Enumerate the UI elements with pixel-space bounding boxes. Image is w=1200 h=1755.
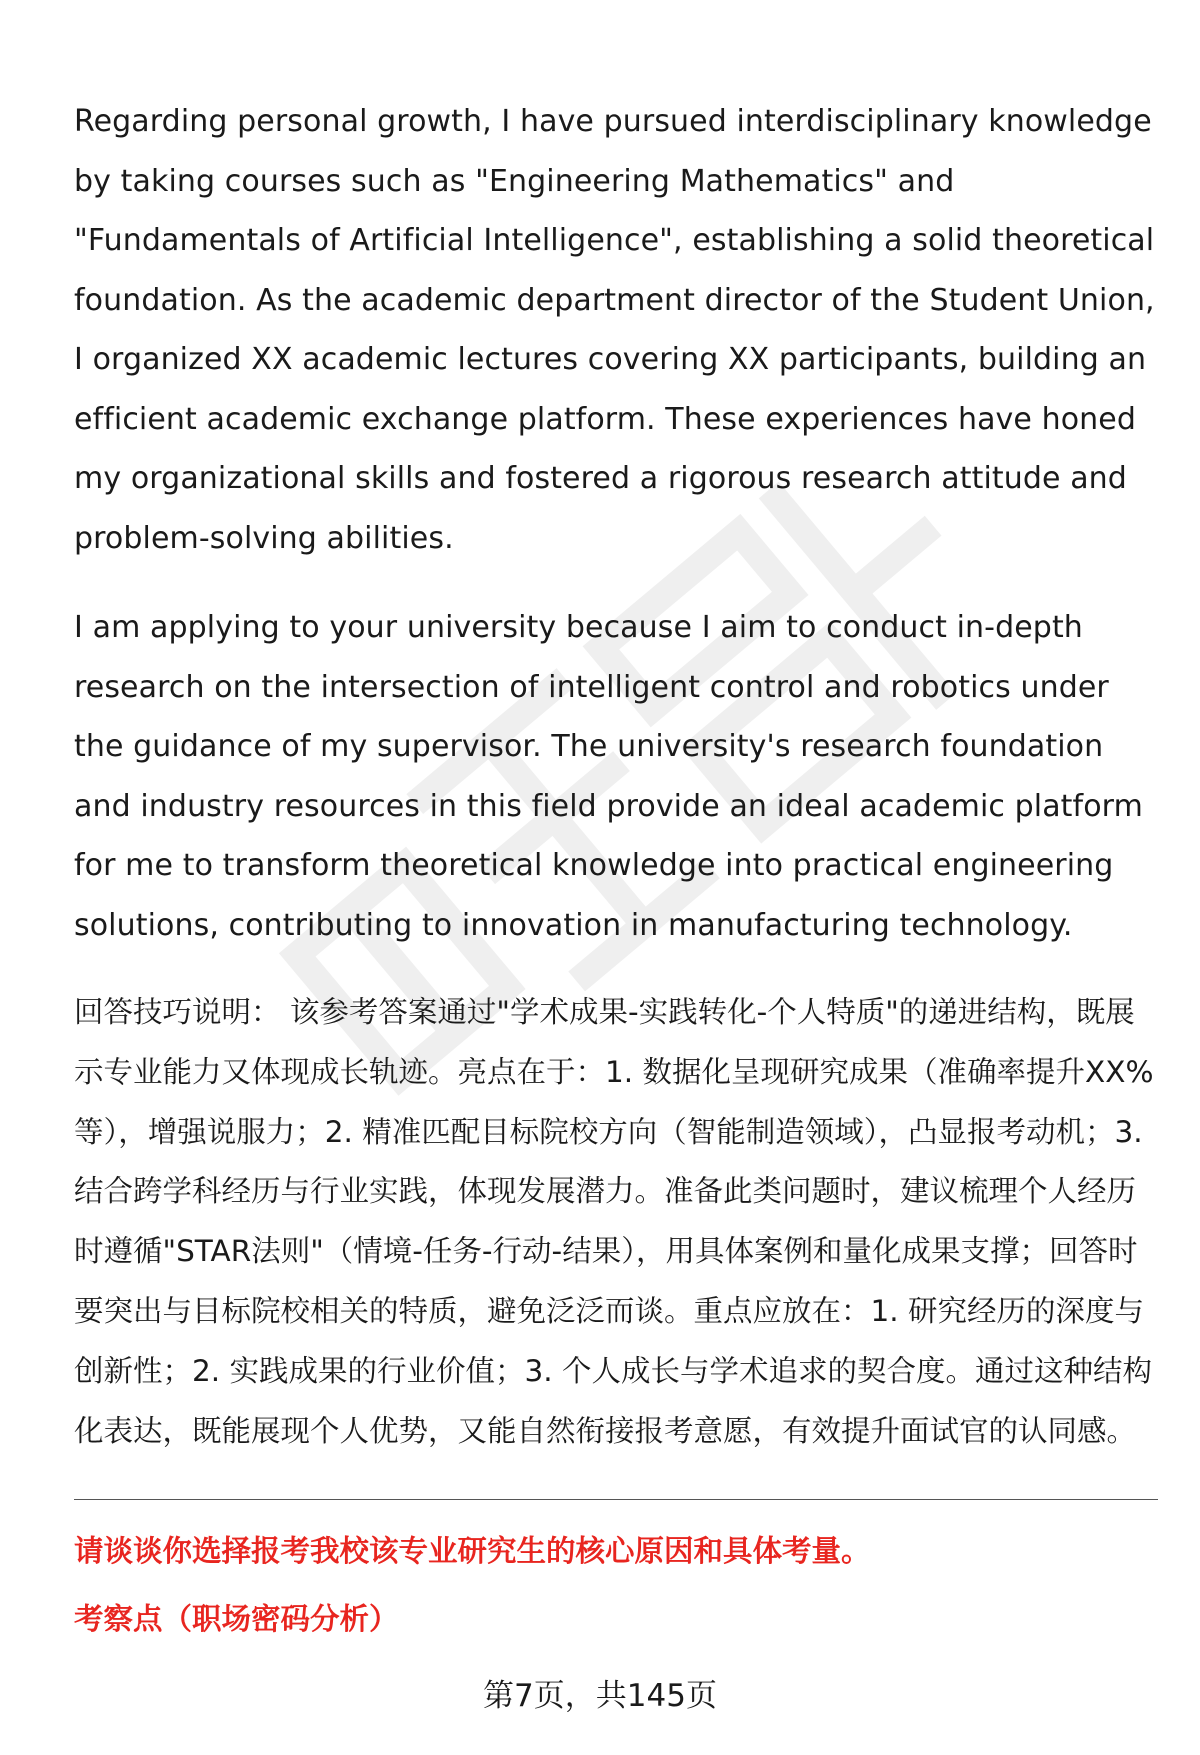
- section-divider: [74, 1499, 1158, 1500]
- next-question-title: 请谈谈你选择报考我校该专业研究生的核心原因和具体考量。: [74, 1534, 871, 1569]
- paragraph-application-reason: I am applying to your university because I aim to conduct in-depth research on the intersection of intelligent control and robotics under the guidance of my supervisor. The university's research foundation and industry resources in this field provide an ideal academic platform for me to transform theoretical knowledge into practical engineering solutions, contributing to innovation in manufacturing technology.: [74, 610, 1143, 943]
- document-body: [74, 92, 1158, 1640]
- page-number: 第7页，共145页: [483, 1678, 717, 1714]
- paragraph-personal-growth: Regarding personal growth, I have pursued interdisciplinary knowledge by taking courses such as "Engineering Mathematics" and "Fundamentals of Artificial Intelligence", establishing a solid theoretical foundation. As the academic department director of the Student Union, I organized XX academic lectures covering XX participants, building an efficient academic exchange platform. These experiences have honed my organizational skills and fostered a rigorous research attitude and problem-solving abilities.: [74, 104, 1155, 556]
- next-question-subheading: 考察点（职场密码分析）: [74, 1602, 399, 1637]
- answer-tips-paragraph: 回答技巧说明： 该参考答案通过"学术成果-实践转化-个人特质"的递进结构，既展示专业能力又体现成长轨迹。亮点在于：1. 数据化呈现研究成果（准确率提升XX%等），增强说服力；2. 精准匹配目标院校方向（智能制造领域），凸显报考动机；3. 结合跨学科经历与行业实践，体现发展潜力。准备此类问题时，建议梳理个人经历时遵循"STAR法则"（情境-任务-行动-结果），用具体案例和量化成果支撑；回答时要突出与目标院校相关的特质，避免泛泛而谈。重点应放在：1. 研究经历的深度与创新性；2. 实践成果的行业价值；3. 个人成长与学术追求的契合度。通过这种结构化表达，既能展现个人优势，又能自然衔接报考意愿，有效提升面试官的认同感。: [74, 995, 1154, 1448]
